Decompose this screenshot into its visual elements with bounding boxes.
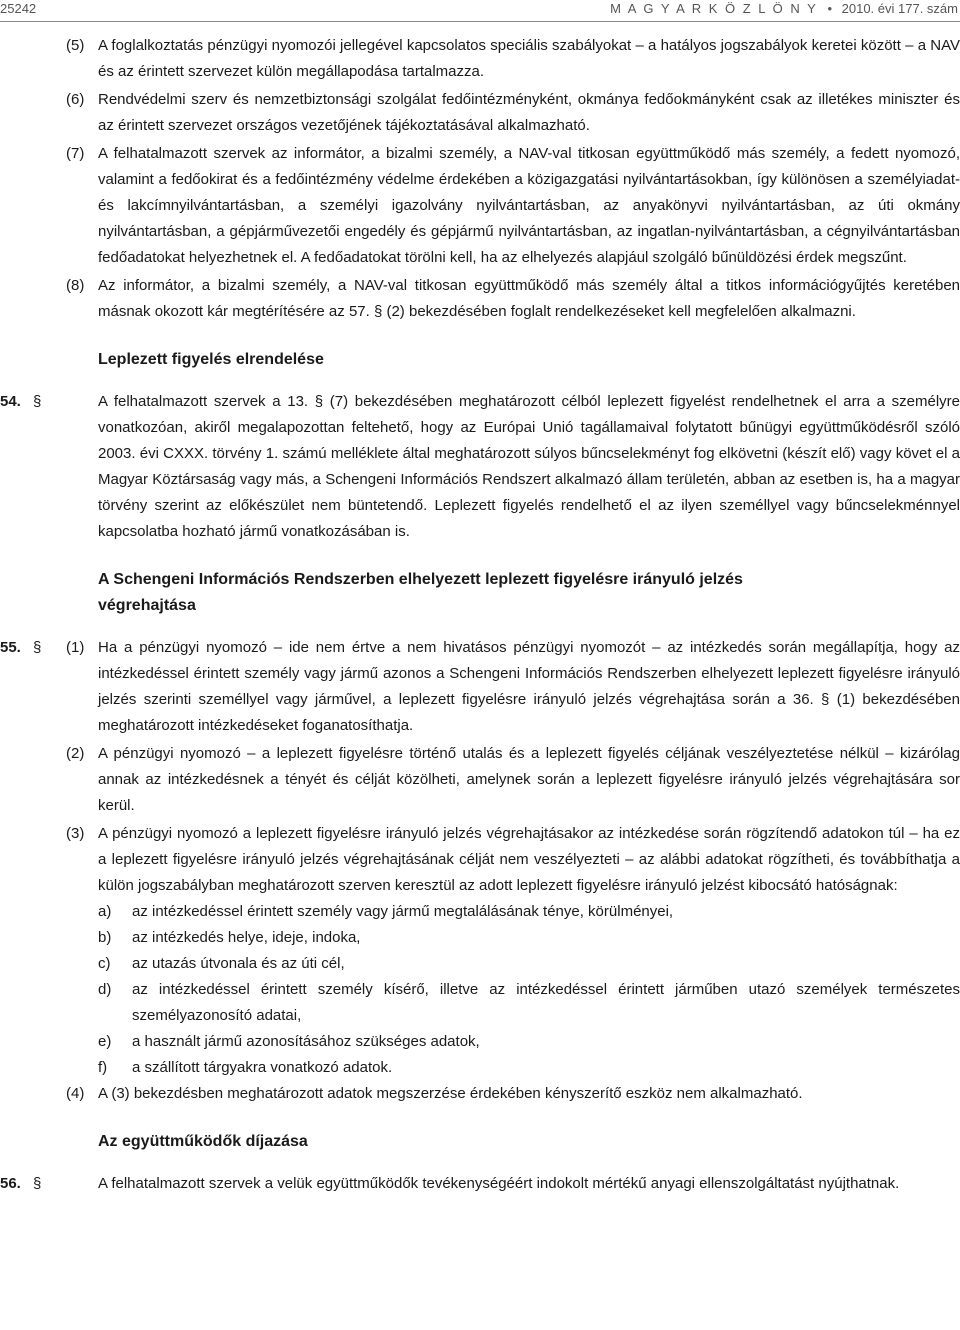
section-text: A felhatalmazott szervek a velük együttműködők tevékenységéért indokolt mértékű anyagi ellenszolgáltatást nyújthatnak.: [98, 1175, 900, 1192]
section-55-paragraph-3: [0, 821, 960, 899]
paragraph-number: (6): [66, 91, 85, 108]
section-number: 56.: [0, 1175, 21, 1192]
paragraph-text: Az informátor, a bizalmi személy, a NAV-val titkosan együttműködő más személy által a titkos információgyűjtés keretében másnak okozott kár megtérítésére az 57. § (2) bekezdésében foglalt rendelkezéseket kell megfelelően alkalmazni.: [98, 277, 960, 320]
section-56: [0, 1171, 960, 1197]
section-54: [0, 389, 960, 545]
list-item: [98, 1055, 960, 1081]
paragraph-text: A pénzügyi nyomozó – a leplezett figyelésre történő utalás és a leplezett figyelés céljának veszélyeztetése nélkül – kizárólag annak az intézkedésnek a tényét és célját közölheti, amelynek során a leplezett figyelésre irányuló jelzés végrehajtására sor kerül.: [98, 745, 960, 814]
list-item-label: d): [98, 981, 112, 998]
paragraph-8: [0, 273, 960, 325]
paragraph-number: (1): [66, 639, 85, 656]
paragraph-text: Ha a pénzügyi nyomozó – ide nem értve a nem hivatásos pénzügyi nyomozót – az intézkedés során megállapítja, hogy az intézkedéssel érintett személy vagy jármű azonos a Schengeni Információs Rendszerben elhelyezett leplezett figyelésre irányuló jelzés szerinti személlyel vagy járművel, a leplezett figyelésre irányuló jelzés végrehajtása során a 36. § (1) bekezdésében meghatározott intézkedéseket foganatosíthatja.: [98, 639, 960, 734]
section-55-paragraph-1: [0, 635, 960, 739]
list-item: [98, 951, 960, 977]
section-number: 54.: [0, 393, 21, 410]
paragraph-text: A pénzügyi nyomozó a leplezett figyelésre irányuló jelzés végrehajtásakor az intézkedése során rögzítendő adatokon túl – ha ez a leplezett figyelésre irányuló jelzés végrehajtásának célját nem veszélyezteti – az alábbi adatokat rögzítheti, és továbbíthatja a külön jogszabályban meghatározott szerven keresztül az adott leplezett figyelésre irányuló jelzést kibocsátó hatóságnak:: [98, 825, 960, 894]
journal-issue-line: [610, 1, 958, 16]
journal-title: M A G Y A R K Ö Z L Ö N Y: [610, 1, 818, 16]
section-sign: §: [33, 639, 42, 656]
section-55-paragraph-2: [0, 741, 960, 819]
list-item-text: az intézkedéssel érintett személy kísérő, illetve az intézkedéssel érintett járműben utazó személyek természetes személyazonosító adatai,: [132, 981, 960, 1024]
bullet-separator: •: [827, 1, 833, 16]
list-item-text: a használt jármű azonosításához szükséges adatok,: [132, 1033, 480, 1050]
section-text: A felhatalmazott szervek a 13. § (7) bekezdésében meghatározott célból leplezett figyelést rendelhetnek el arra a személyre vonatkozóan, akiről megalapozottan feltehető, hogy az Európai Unió tagállamaival folytatott bűnügyi együttműködésről szóló 2003. évi CXXX. törvény 1. számú melléklete által meghatározott súlyos bűncselekményt fog elkövetni (készít elő) vagy követ el a Magyar Köztársaság vagy más, a Schengeni Információs Rendszert alkalmazó állam területén, abban az esetben is, ha a magyar törvény szerint az előkészület nem büntetendő. Leplezett figyelés rendelhető el az ilyen személlyel vagy bűncselekménnyel kapcsolatba hozható jármű vonatkozásában is.: [98, 393, 960, 540]
paragraph-text: Rendvédelmi szerv és nemzetbiztonsági szolgálat fedőintézményként, okmánya fedőokmányként csak az illetékes miniszter és az érintett szervezet országos vezetőjének tájékoztatásával alkalmazható.: [98, 91, 960, 134]
list-item-text: az intézkedés helye, ideje, indoka,: [132, 929, 361, 946]
paragraph-5: [0, 33, 960, 85]
section-heading-egyuttmukodok: Az együttműködők díjazása: [98, 1133, 308, 1150]
paragraph-number: (4): [66, 1085, 85, 1102]
list-item: [98, 977, 960, 1029]
section-sign: §: [33, 393, 42, 410]
list-item-text: a szállított tárgyakra vonatkozó adatok.: [132, 1059, 393, 1076]
paragraph-text: A felhatalmazott szervek az informátor, a bizalmi személy, a NAV-val titkosan együttműködő más személy, a fedett nyomozó, valamint a fedőokirat és a fedőintézmény védelme érdekében a közigazgatási nyilvántartásokban, így különösen a személyiadat- és lakcímnyilvántartásban, a személyi igazolvány nyilvántartásban, az anyakönyvi nyilvántartásban, az úti okmány nyilvántartásban, a gépjárművezetői engedély és gépjármű nyilvántartásban, az ingatlan-nyilvántartásban, a cégnyilvántartásban fedőadatokat helyezhetnek el. A fedőadatokat törölni kell, ha az elhelyezés alapjául szolgáló bűnüldözési érdek megszűnt.: [98, 145, 960, 266]
section-number: 55.: [0, 639, 21, 656]
header-rule: [0, 21, 960, 22]
paragraph-number: (3): [66, 825, 85, 842]
list-item-text: az intézkedéssel érintett személy vagy jármű megtalálásának ténye, körülményei,: [132, 903, 674, 920]
paragraph-number: (2): [66, 745, 85, 762]
data-list: [0, 899, 960, 1081]
list-item-label: f): [98, 1059, 108, 1076]
list-item-label: e): [98, 1033, 112, 1050]
section-heading-leplezett-figyeles: Leplezett figyelés elrendelése: [98, 351, 324, 368]
paragraph-number: (8): [66, 277, 85, 294]
list-item-text: az utazás útvonala és az úti cél,: [132, 955, 345, 972]
list-item-label: b): [98, 929, 112, 946]
document-body: [0, 33, 960, 1199]
issue-number: 2010. évi 177. szám: [841, 1, 958, 16]
paragraph-6: [0, 87, 960, 139]
list-item: [98, 925, 960, 951]
section-sign: §: [33, 1175, 42, 1192]
paragraph-7: [0, 141, 960, 271]
paragraph-text: A foglalkoztatás pénzügyi nyomozói jellegével kapcsolatos speciális szabályokat – a hatályos jogszabályok keretei között – a NAV és az érintett szervezet külön megállapodása tartalmazza.: [98, 37, 960, 80]
list-item-label: c): [98, 955, 111, 972]
section-55-paragraph-4: [0, 1081, 960, 1107]
list-item: [98, 899, 960, 925]
page-number: 25242: [0, 1, 37, 16]
paragraph-number: (7): [66, 145, 85, 162]
list-item: [98, 1029, 960, 1055]
list-item-label: a): [98, 903, 112, 920]
paragraph-text: A (3) bekezdésben meghatározott adatok megszerzése érdekében kényszerítő eszköz nem alkalmazható.: [98, 1085, 803, 1102]
paragraph-number: (5): [66, 37, 85, 54]
section-heading-schengen: A Schengeni Információs Rendszerben elhelyezett leplezett figyelésre irányuló jelzés végrehajtása: [98, 571, 743, 614]
